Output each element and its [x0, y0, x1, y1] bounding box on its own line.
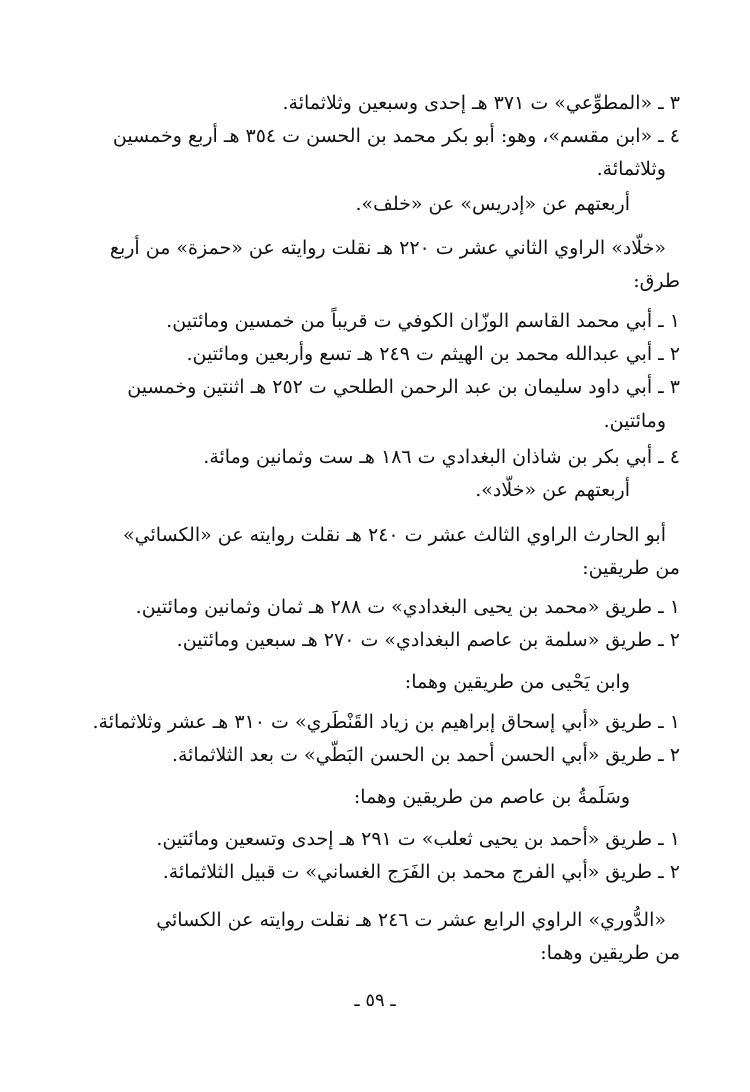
- text-line-19: ٢ ـ طريق «أبي الحسن أحمد بن الحسن البَطّي» ت بعد الثلاثمائة.: [171, 744, 680, 766]
- text-line-4: أربعتهم عن «إدريس» عن «خلف».: [355, 193, 630, 215]
- text-line-21: ١ ـ طريق «أحمد بن يحيى ثعلب» ت ٢٩١ هـ إحدى وتسعين ومائتين.: [156, 828, 680, 850]
- page-number: ـ ٥٩ ـ: [354, 990, 396, 1011]
- text-line-9: ٣ ـ أبي داود سليمان بن عبد الرحمن الطلحي ت ٢٥٢ هـ اثنتين وخمسين: [127, 376, 680, 398]
- text-line-17: وابن يَحْيى من طريقين وهما:: [404, 671, 630, 693]
- text-line-23: «الدُّوري» الراوي الرابع عشر ت ٢٤٦ هـ نقلت روايته عن الكسائي: [156, 909, 666, 931]
- text-line-18: ١ ـ طريق «أبي إسحاق إبراهيم بن زياد القَنْطَري» ت ٣١٠ هـ عشر وثلاثمائة.: [92, 711, 680, 733]
- text-line-5: «خلّاد» الراوي الثاني عشر ت ٢٢٠ هـ نقلت روايته عن «حمزة» من أربع: [109, 237, 666, 259]
- text-line-8: ٢ ـ أبي عبدالله محمد بن الهيثم ت ٢٤٩ هـ تسع وأربعين ومائتين.: [186, 343, 680, 365]
- text-line-2: ٤ ـ «ابن مقسم»، وهو: أبو بكر محمد بن الحسن ت ٣٥٤ هـ أربع وخمسين: [112, 125, 680, 147]
- text-line-3: وثلاثمائة.: [596, 158, 666, 180]
- text-line-15: ١ ـ طريق «محمد بن يحيى البغدادي» ت ٢٨٨ هـ ثمان وثمانين ومائتين.: [135, 596, 680, 618]
- text-line-6: طرق:: [633, 270, 680, 292]
- text-line-13: أبو الحارث الراوي الثالث عشر ت ٢٤٠ هـ نقلت روايته عن «الكسائي»: [123, 524, 666, 546]
- text-line-12: أربعتهم عن «خلّاد».: [475, 479, 630, 501]
- text-line-24: من طريقين وهما:: [540, 942, 680, 964]
- text-line-22: ٢ ـ طريق «أبي الفرج محمد بن الفَرَج الغساني» ت قبيل الثلاثمائة.: [162, 861, 680, 883]
- text-line-11: ٤ ـ أبي بكر بن شاذان البغدادي ت ١٨٦ هـ ست وثمانين ومائة.: [203, 446, 680, 468]
- text-line-1: ٣ ـ «المطوِّعي» ت ٣٧١ هـ إحدى وسبعين وثلاثمائة.: [282, 92, 680, 114]
- text-line-10: ومائتين.: [603, 410, 666, 432]
- text-line-20: وسَلَمةُ بن عاصم من طريقين وهما:: [353, 786, 630, 808]
- text-line-7: ١ ـ أبي محمد القاسم الوزّان الكوفي ت قريباً من خمسين ومائتين.: [166, 310, 680, 332]
- text-line-14: من طريقين:: [582, 557, 680, 579]
- text-line-16: ٢ ـ طريق «سلمة بن عاصم البغدادي» ت ٢٧٠ هـ سبعين ومائتين.: [176, 629, 680, 651]
